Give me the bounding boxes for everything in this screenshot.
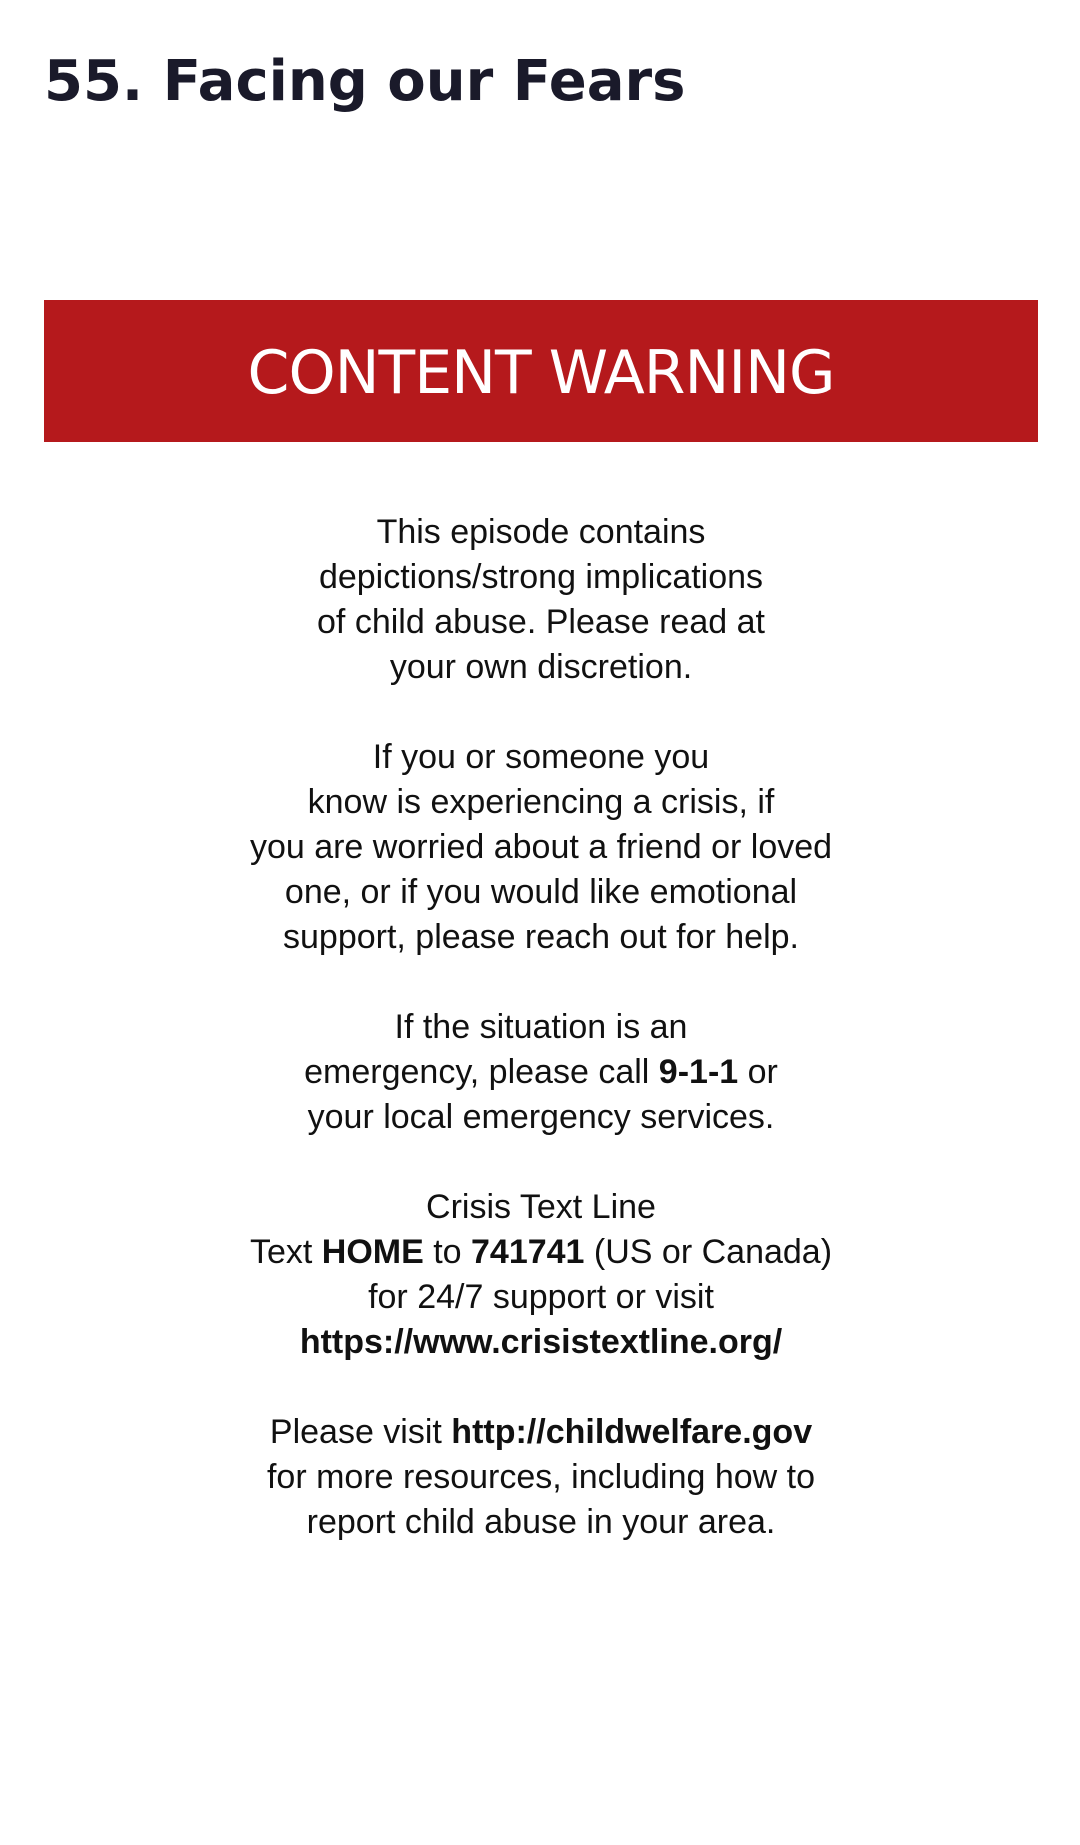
text-line: report child abuse in your area. xyxy=(306,1503,776,1541)
text-line: your local emergency services. xyxy=(307,1098,775,1136)
text-keyword: HOME xyxy=(321,1233,424,1271)
text-fragment: Text xyxy=(249,1233,322,1271)
text-number: 741741 xyxy=(471,1233,585,1271)
text-line xyxy=(44,1410,1038,1455)
crisis-text-line-link: https://www.crisistextline.org/ xyxy=(299,1323,783,1361)
warning-paragraph-crisis xyxy=(44,735,1038,960)
warning-paragraph-crisis-text-line xyxy=(44,1185,1038,1365)
text-line: of child abuse. Please read at xyxy=(317,603,765,641)
text-line: for more resources, including how to xyxy=(266,1458,816,1496)
text-line: your own discretion. xyxy=(389,648,693,686)
text-line xyxy=(44,1230,1038,1275)
text-fragment: or xyxy=(738,1053,778,1091)
text-line: depictions/strong implications xyxy=(318,558,764,596)
text-line xyxy=(44,1050,1038,1095)
text-line: for 24/7 support or visit xyxy=(368,1278,714,1316)
text-line: If you or someone you xyxy=(372,738,710,776)
content-warning-image xyxy=(44,300,1038,1560)
text-fragment: to xyxy=(423,1233,472,1271)
text-line: If the situation is an xyxy=(394,1008,688,1046)
text-fragment: Please visit xyxy=(269,1413,452,1451)
content-warning-banner xyxy=(44,300,1038,442)
text-fragment: emergency, please call xyxy=(304,1053,659,1091)
text-line: support, please reach out for help. xyxy=(283,918,799,956)
warning-paragraph-episode xyxy=(44,510,1038,690)
childwelfare-link: http://childwelfare.gov xyxy=(451,1413,813,1451)
content-warning-body xyxy=(44,510,1038,1545)
text-line: know is experiencing a crisis, if xyxy=(307,783,775,821)
text-line: one, or if you would like emotional xyxy=(284,873,798,911)
content-warning-heading: CONTENT WARNING xyxy=(247,338,835,408)
text-fragment: (US or Canada) xyxy=(584,1233,833,1271)
chapter-title: 55. Facing our Fears xyxy=(44,49,686,114)
text-line: This episode contains xyxy=(376,513,706,551)
text-line: Crisis Text Line xyxy=(426,1188,656,1226)
emergency-number: 9-1-1 xyxy=(658,1053,739,1091)
warning-paragraph-emergency xyxy=(44,1005,1038,1140)
warning-paragraph-resources xyxy=(44,1410,1038,1545)
text-line: you are worried about a friend or loved xyxy=(249,828,833,866)
